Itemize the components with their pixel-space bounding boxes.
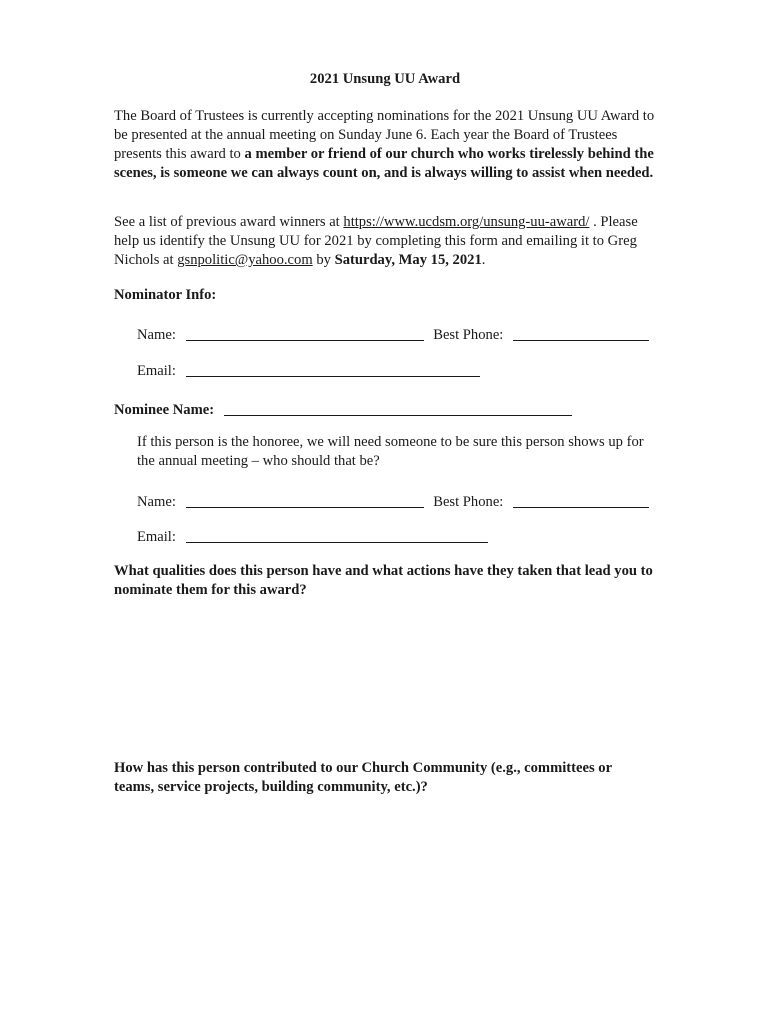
nominator-name-row xyxy=(137,324,649,345)
contact-email-label: Email: xyxy=(137,529,176,545)
nominator-phone-field[interactable] xyxy=(513,326,649,341)
intro-criteria: a member or friend of our church who works tirelessly behind the scenes, is someone we can always count on, and is always willing to assist when needed. xyxy=(114,146,654,181)
nominator-email-label: Email: xyxy=(137,363,176,379)
nominee-heading: Nominee Name: xyxy=(114,402,215,418)
nominator-email-field[interactable] xyxy=(186,362,480,377)
previous-prefix: See a list of previous award winners at xyxy=(114,214,344,230)
instructions-text: . Please help us identify the Unsung UU for 2021 by completing this form and emailing it to Greg Nichols at xyxy=(114,214,638,268)
intro-paragraph xyxy=(114,107,666,183)
contribution-question: How has this person contributed to our Church Community (e.g., committees or teams, service projects, building community, etc.)? xyxy=(114,760,612,795)
nominee-name-row xyxy=(114,399,572,420)
nominator-phone-label: Best Phone: xyxy=(433,327,504,343)
document-title: 2021 Unsung UU Award xyxy=(309,71,461,87)
deadline-date: Saturday, May 15, 2021 xyxy=(334,252,482,268)
qualities-question: What qualities does this person have and what actions have they taken that lead you to nominate them for this award? xyxy=(114,563,653,598)
intro-text: The Board of Trustees is currently accepting nominations for the 2021 Unsung UU Award to be presented at the annual meeting on Sunday June 6. Each year the Board of Trustees presents this award to xyxy=(114,108,655,162)
period-text: . xyxy=(481,252,486,268)
previous-winners-link[interactable]: https://www.ucdsm.org/unsung-uu-award/ xyxy=(343,214,590,230)
nominee-note: If this person is the honoree, we will need someone to be sure this person shows up for the annual meeting – who should that be? xyxy=(137,434,644,469)
contact-name-field[interactable] xyxy=(186,493,424,508)
contact-phone-label: Best Phone: xyxy=(433,494,504,510)
contact-phone-field[interactable] xyxy=(513,493,649,508)
contact-email-link[interactable]: gsnpolitic@yahoo.com xyxy=(177,252,313,268)
contact-name-label: Name: xyxy=(137,494,176,510)
nominator-name-label: Name: xyxy=(137,327,176,343)
nominator-email-row xyxy=(137,360,480,381)
nominator-heading: Nominator Info: xyxy=(114,287,217,303)
contact-email-field[interactable] xyxy=(186,528,488,543)
nominator-name-field[interactable] xyxy=(186,326,424,341)
contribution-answer-area[interactable] xyxy=(114,800,666,1000)
nominee-name-field[interactable] xyxy=(224,401,572,416)
nominee-contact-name-row xyxy=(137,491,649,512)
qualities-answer-area[interactable] xyxy=(114,604,666,754)
by-text: by xyxy=(312,252,335,268)
nominee-contact-email-row xyxy=(137,526,488,547)
instructions-paragraph xyxy=(114,213,666,270)
